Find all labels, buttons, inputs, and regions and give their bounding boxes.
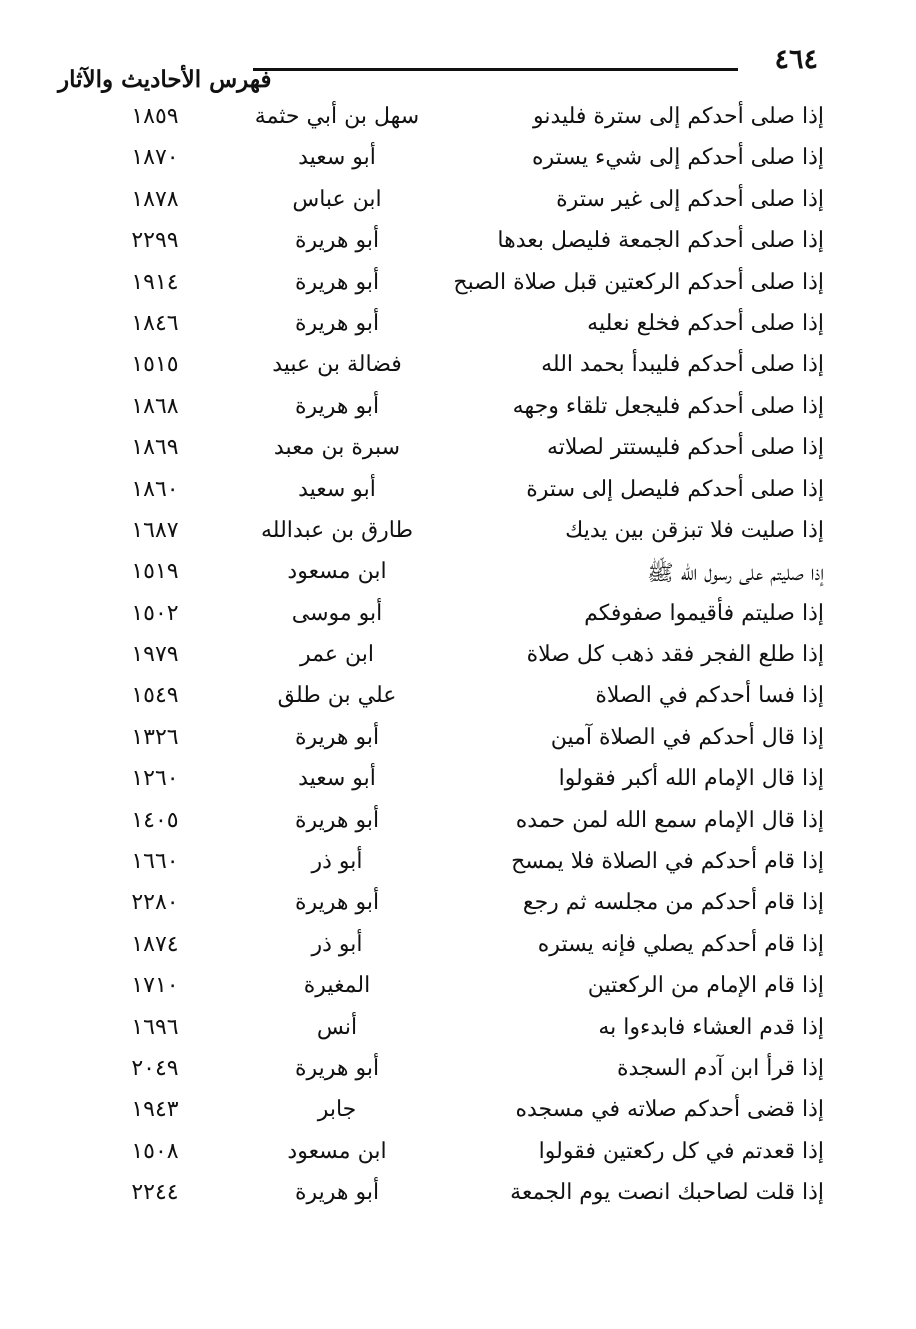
hadith-number: ١٤٠٥ — [131, 807, 179, 833]
hadith-number: ١٨٦٠ — [131, 476, 179, 502]
index-row — [0, 845, 916, 886]
index-row — [0, 183, 916, 224]
narrator-name: طارق بن عبدالله — [261, 517, 413, 543]
narrator-name: ابن مسعود — [287, 1138, 387, 1164]
hadith-number: ١٧١٠ — [131, 973, 179, 999]
hadith-number: ١٥٤٩ — [131, 683, 179, 709]
hadith-text: إذا صلى أحدكم فليبدأ بحمد الله — [541, 352, 824, 378]
index-row — [0, 1176, 916, 1217]
hadith-text: إذا قلت لصاحبك انصت يوم الجمعة — [510, 1180, 824, 1206]
hadith-text: إذا صلى أحدكم الجمعة فليصل بعدها — [497, 228, 824, 254]
hadith-text: إذا قام أحدكم يصلي فإنه يستره — [537, 931, 824, 957]
header-rule — [253, 68, 738, 71]
index-row — [0, 473, 916, 514]
index-row — [0, 100, 916, 141]
hadith-number: ٢٢٨٠ — [131, 890, 179, 916]
hadith-text: إذا قضى أحدكم صلاته في مسجده — [515, 1097, 824, 1123]
index-row — [0, 555, 916, 596]
narrator-name: سبرة بن معبد — [273, 435, 401, 461]
narrator-name: أبو سعيد — [298, 145, 376, 171]
hadith-number: ١٨٥٩ — [131, 104, 179, 129]
hadith-number: ١٨٧٨ — [131, 186, 179, 212]
index-row — [0, 1052, 916, 1093]
index-row — [0, 1011, 916, 1052]
hadith-number: ١٨٧٤ — [131, 931, 179, 957]
index-row — [0, 1093, 916, 1134]
index-row — [0, 969, 916, 1010]
index-row — [0, 1135, 916, 1176]
hadith-text: إذا طلع الفجر فقد ذهب كل صلاة — [526, 642, 824, 668]
index-row — [0, 886, 916, 927]
hadith-number: ١٥٠٨ — [131, 1138, 179, 1164]
page-header — [58, 44, 818, 94]
narrator-name: ابن عباس — [292, 186, 382, 212]
hadith-text: إذا قال أحدكم في الصلاة آمين — [550, 724, 824, 750]
index-row — [0, 266, 916, 307]
hadith-number: ١٨٦٩ — [131, 435, 179, 461]
hadith-text: إذا قدم العشاء فابدءوا به — [598, 1014, 824, 1040]
hadith-text: إذا قام أحدكم من مجلسه ثم رجع — [522, 890, 824, 916]
hadith-text: إذا صلى أحدكم الركعتين قبل صلاة الصبح — [453, 269, 824, 295]
index-row — [0, 141, 916, 182]
narrator-name: ابن عمر — [300, 642, 374, 668]
hadith-number: ١٦٩٦ — [131, 1014, 179, 1040]
hadith-number: ١٥١٥ — [131, 352, 179, 378]
hadith-text: إذا صلى أحدكم فخلع نعليه — [587, 310, 824, 336]
hadith-text: إذا قرأ ابن آدم السجدة — [617, 1055, 824, 1081]
hadith-number: ١٥١٩ — [131, 559, 179, 585]
hadith-text: إذا صليتم على رسول الله ﷺ — [647, 561, 824, 587]
index-row — [0, 679, 916, 720]
hadith-text: إذا قال الإمام سمع الله لمن حمده — [515, 807, 824, 833]
narrator-name: أبو هريرة — [294, 1180, 380, 1206]
index-row — [0, 928, 916, 969]
narrator-name: ابن مسعود — [287, 559, 387, 585]
narrator-name: جابر — [317, 1097, 357, 1123]
hadith-text: إذا قام أحدكم في الصلاة فلا يمسح — [511, 849, 824, 875]
hadith-text: إذا قام الإمام من الركعتين — [587, 973, 824, 999]
hadith-text: إذا صلى أحدكم إلى سترة فليدنو — [532, 104, 824, 129]
running-title: فهرس الأحاديث والآثار — [58, 66, 272, 93]
index-row — [0, 762, 916, 803]
index-row — [0, 721, 916, 762]
hadith-number: ٢٠٤٩ — [131, 1055, 179, 1081]
hadith-number: ١٩٤٣ — [131, 1097, 179, 1123]
narrator-name: أبو هريرة — [294, 269, 380, 295]
narrator-name: أبو هريرة — [294, 807, 380, 833]
page-number: ٤٦٤ — [774, 44, 818, 75]
hadith-text: إذا صليتم فأقيموا صفوفكم — [584, 600, 824, 626]
index-table — [0, 100, 916, 1218]
narrator-name: أبو هريرة — [294, 310, 380, 336]
hadith-text: إذا فسا أحدكم في الصلاة — [595, 683, 824, 709]
index-row — [0, 804, 916, 845]
index-row — [0, 348, 916, 389]
hadith-number: ١٩٧٩ — [131, 642, 179, 668]
hadith-number: ١٦٨٧ — [131, 517, 179, 543]
narrator-name: المغيرة — [303, 973, 371, 999]
narrator-name: سهل بن أبي حثمة — [254, 104, 420, 129]
index-row — [0, 431, 916, 472]
hadith-text: إذا صليت فلا تبزقن بين يديك — [565, 517, 824, 543]
index-row — [0, 307, 916, 348]
index-row — [0, 514, 916, 555]
index-row — [0, 390, 916, 431]
hadith-number: ١٨٧٠ — [131, 145, 179, 171]
narrator-name: أبو موسى — [291, 600, 383, 626]
narrator-name: أبو سعيد — [298, 766, 376, 792]
narrator-name: أبو ذر — [311, 849, 363, 875]
index-row — [0, 597, 916, 638]
hadith-number: ١٦٦٠ — [131, 849, 179, 875]
hadith-text: إذا صلى أحدكم إلى شيء يستره — [532, 145, 824, 171]
narrator-name: أبو ذر — [311, 931, 363, 957]
narrator-name: أبو سعيد — [298, 476, 376, 502]
hadith-number: ٢٢٤٤ — [131, 1180, 179, 1206]
hadith-number: ١٨٦٨ — [131, 393, 179, 419]
hadith-text: إذا صلى أحدكم فليستتر لصلاته — [547, 435, 824, 461]
hadith-number: ١٨٤٦ — [131, 310, 179, 336]
index-row — [0, 224, 916, 265]
hadith-number: ١٥٠٢ — [131, 600, 179, 626]
narrator-name: أبو هريرة — [294, 393, 380, 419]
hadith-text: إذا قعدتم في كل ركعتين فقولوا — [538, 1138, 824, 1164]
narrator-name: أنس — [316, 1014, 358, 1040]
hadith-text: إذا صلى أحدكم فليصل إلى سترة — [526, 476, 824, 502]
hadith-text: إذا صلى أحدكم فليجعل تلقاء وجهه — [512, 393, 824, 419]
hadith-number: ١٩١٤ — [131, 269, 179, 295]
narrator-name: فضالة بن عبيد — [272, 352, 402, 378]
hadith-text: إذا قال الإمام الله أكبر فقولوا — [558, 766, 824, 792]
narrator-name: أبو هريرة — [294, 1055, 380, 1081]
hadith-number: ١٣٢٦ — [131, 724, 179, 750]
narrator-name: علي بن طلق — [277, 683, 397, 709]
index-row — [0, 638, 916, 679]
narrator-name: أبو هريرة — [294, 724, 380, 750]
hadith-number: ١٢٦٠ — [131, 766, 179, 792]
narrator-name: أبو هريرة — [294, 890, 380, 916]
hadith-text: إذا صلى أحدكم إلى غير سترة — [556, 186, 824, 212]
hadith-number: ٢٢٩٩ — [131, 228, 179, 254]
narrator-name: أبو هريرة — [294, 228, 380, 254]
